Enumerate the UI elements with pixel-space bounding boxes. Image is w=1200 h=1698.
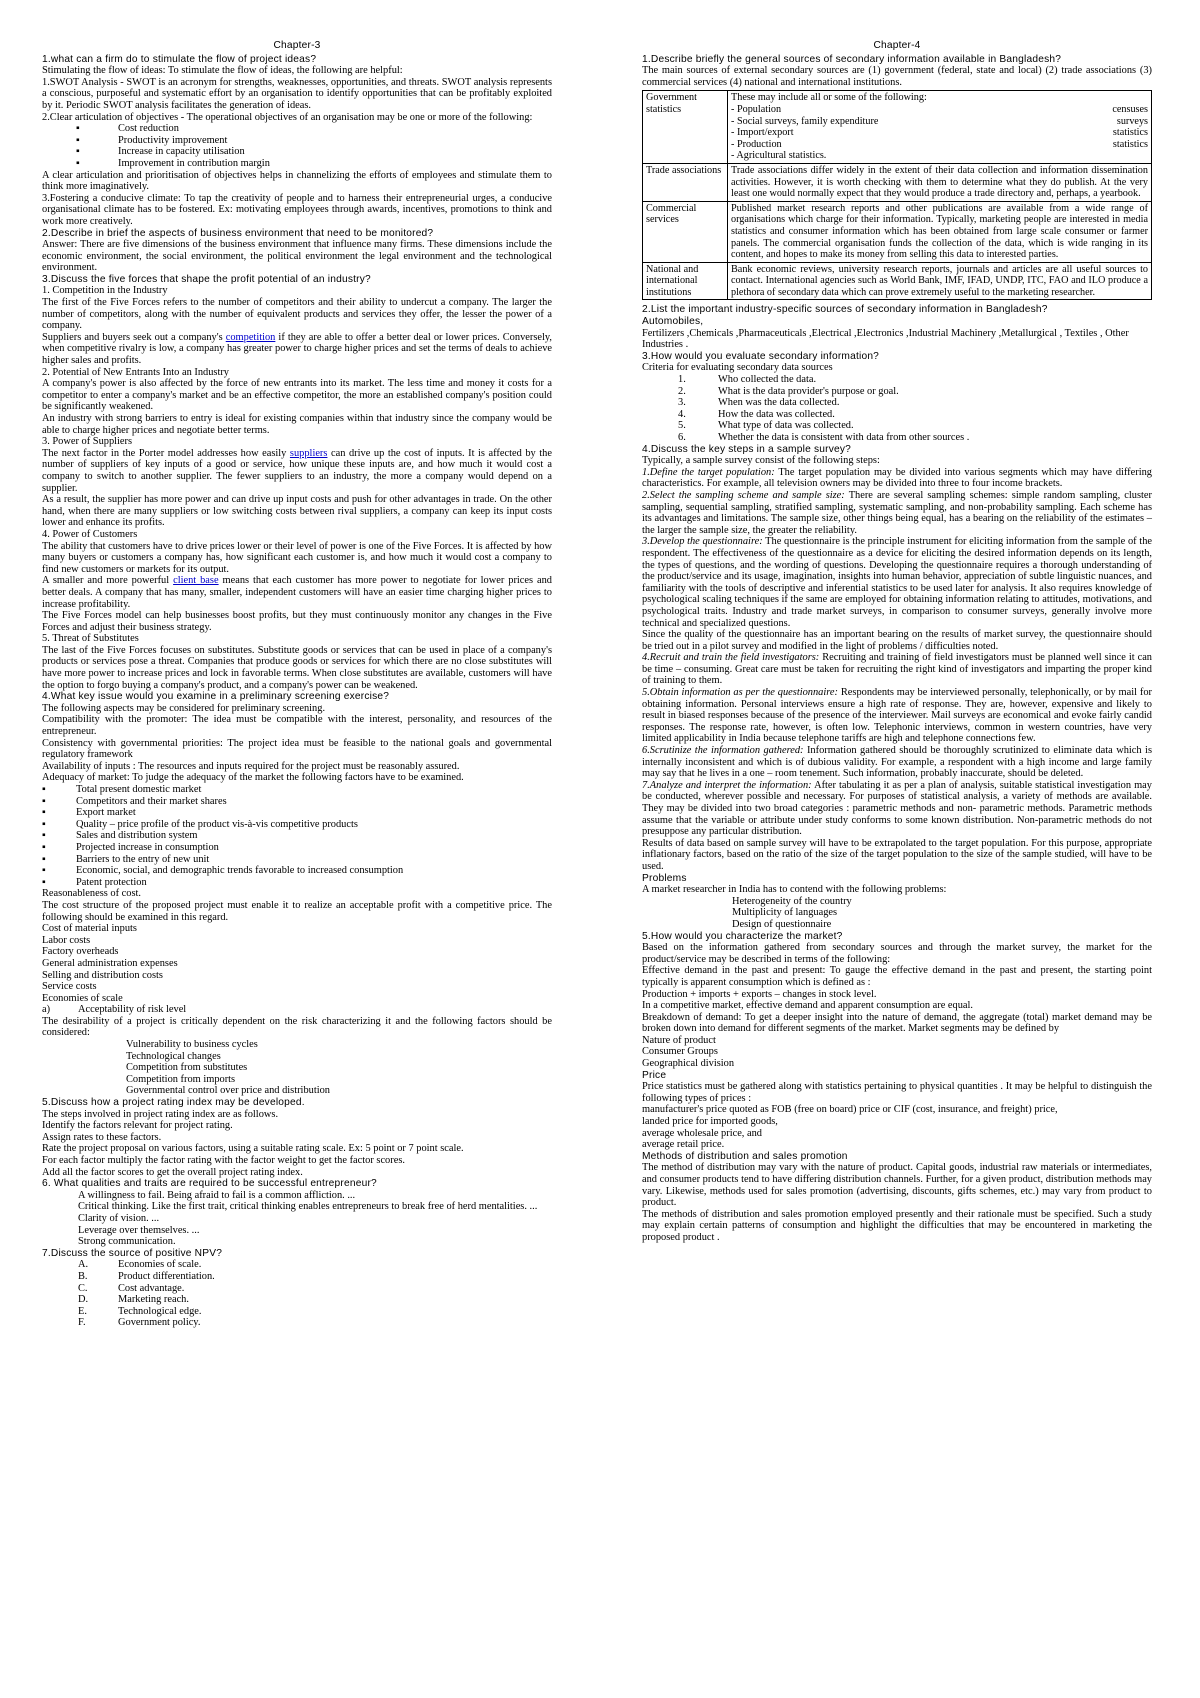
cell-line: [731, 104, 1148, 116]
step-title: 6.Scrutinize the information gathered:: [642, 745, 804, 757]
list-item: Critical thinking. Like the first trait, critical thinking enables entrepreneurs to break free of herd mentalities. ...: [78, 1201, 538, 1213]
text-run: - Population: [731, 103, 782, 115]
text-run: A smaller and more powerful: [42, 575, 174, 587]
paragraph: [642, 687, 1152, 745]
list-item: [42, 1306, 552, 1318]
list-item: ▪ Cost reduction: [42, 123, 552, 135]
suppliers-link[interactable]: suppliers: [289, 447, 328, 459]
chapter-3-title: Chapter-3: [273, 40, 321, 51]
table-cell: Commercial services: [643, 201, 728, 262]
question-heading: 5.How would you characterize the market?: [642, 930, 843, 942]
list-marker: D.: [78, 1294, 89, 1306]
list-item: Technological changes: [126, 1050, 221, 1062]
paragraph: A company's power is also affected by the force of new entrants into its market. The less time and money it costs for a competitor to enter a company's market and be an effective competitor, the more an established company's position could be significantly weakened.: [42, 378, 552, 413]
question-heading: 5.Discuss how a project rating index may be developed.: [42, 1097, 305, 1109]
list-item: average wholesale price, and: [642, 1127, 763, 1139]
list-item: ▪ Productivity improvement: [42, 135, 552, 147]
text-run: Cost advantage.: [118, 1282, 185, 1294]
list-item: [42, 1317, 552, 1329]
paragraph: For each factor multiply the factor rating with the factor weight to get the factor scores.: [42, 1155, 405, 1166]
list-item: ▪ Barriers to the entry of new unit: [42, 854, 552, 866]
question-heading: 7.Discuss the source of positive NPV?: [42, 1247, 223, 1259]
question-heading: 2.List the important industry-specific sources of secondary information in Bangladesh?: [642, 304, 1048, 316]
paragraph: [642, 490, 1152, 536]
list-item: Strong communication.: [78, 1236, 176, 1248]
question-heading: 1.Describe briefly the general sources of secondary information available in Bangladesh?: [642, 53, 1062, 65]
subheading: 2. Potential of New Entrants Into an Industry: [42, 366, 229, 378]
text-run: When was the data collected.: [718, 397, 840, 409]
step-title: 3.Develop the questionnaire:: [642, 536, 763, 548]
list-marker: 4.: [678, 408, 686, 420]
list-item: Nature of product: [642, 1034, 716, 1046]
list-item: Geographical division: [642, 1058, 735, 1070]
paragraph: In a competitive market, effective demand and apparent consumption are equal.: [642, 1000, 974, 1012]
text-run: Suppliers and buyers seek out a company's: [42, 331, 226, 343]
paragraph: As a result, the supplier has more power and can drive up input costs and push for other advantages in trade. On the other hand, when there are many suppliers or low switching costs between rival suppliers, a company can keep its input costs lower and enhance its profits.: [42, 494, 552, 529]
paragraph: [42, 448, 552, 494]
paragraph: The desirability of a project is critically dependent on the risk characterizing it and the following factors should be considered:: [42, 1015, 552, 1039]
paragraph: Since the quality of the questionnaire has an important bearing on the results of market survey, the questionnaire should be tried out in a pilot survey and modified in the light of problems / difficulties noted.: [642, 629, 1152, 652]
list-item: average retail price.: [642, 1139, 725, 1151]
criteria-list: [642, 374, 1152, 444]
paragraph: 3.Fostering a conducive climate: To tap the creativity of people and to harness their entrepreneurial urges, a conducive organisational climate has to be fostered. Ex: motivating employees through awards, incentives, promotions to think and work more creatively.: [42, 192, 552, 227]
text-run: surveys: [1116, 115, 1148, 127]
list-item: Competition from substitutes: [126, 1062, 248, 1074]
paragraph: An industry with strong barriers to entry is ideal for existing companies within that industry since the company would be able to charge higher prices and negotiate better terms.: [42, 413, 552, 436]
text-run: The target population may be divided into various segments which may have differing characteristics. For example, all television owners may be divided into three to four income brackets.: [642, 466, 1152, 490]
paragraph: Price statistics must be gathered along with statistics pertaining to physical quantities . It may be helpful to distinguish the following types of prices :: [642, 1081, 1152, 1104]
paragraph: Assign rates to these factors.: [42, 1131, 162, 1143]
text-run: Economies of scale.: [118, 1259, 202, 1271]
list-item: Leverage over themselves. ...: [78, 1224, 200, 1236]
list-item: ▪ Increase in capacity utilisation: [42, 146, 552, 158]
text-run: The questionnaire is the principle instrument for eliciting information from the sample of the respondent. The effectiveness of the questionnaire as a device for eliciting the desired information depends on its length, the types of questions, and the wording of questions. Developing the questionnaire requires a thorough understanding of the product/service and its usage, imagination, insights into human behavior, appreciation of subtle linguistic nuances, and familiarity with the tools of descriptive and inferential statistics to be used later for analysis. It also requires knowledge of psychological scaling techniques if the same are employed for obtaining information relating to attitudes, motivations, and psychological traits. Industry and trade market surveys, in comparison to consumer surveys, generally involve more technical and specialized questions.: [642, 536, 1152, 629]
list-item: [642, 420, 1152, 432]
subheading: Problems: [642, 872, 687, 884]
list-item: [642, 409, 1152, 421]
text-run: Information gathered should be thoroughly scrutinized to eliminate data which is internally inconsistent and which is of dubious validity. For example, a respondent with a high income and large family may say that he lives in a one – room tenement. Such information, probably inaccurate, should be deleted.: [642, 745, 1152, 780]
list-item: Design of questionnaire: [732, 918, 832, 930]
table-cell: National and international institutions: [643, 262, 728, 300]
step-title: 7.Analyze and interpret the information:: [642, 779, 812, 791]
question-heading: 3.How would you evaluate secondary information?: [642, 350, 880, 362]
list-item: Vulnerability to business cycles: [126, 1039, 258, 1051]
text-run: if they are able to offer a better deal or lower prices. Conversely, when competitive rivalry is low, a company has greater power to charge higher prices and set the terms of deals to achieve higher sales and profits.: [42, 331, 552, 367]
list-item: [642, 374, 1152, 386]
table-cell: Published market research reports and other publications are available from a wide range of organisations which charge for their information. Typically, marketing people are interested in media statistics and consumer information which has been obtained from large scale consumer or farmer panels. The commercial organisation funds the collection of the data, which is wide ranging in its content, and hopes to make its money from selling this data to interested parties.: [728, 201, 1152, 262]
table-cell: Bank economic reviews, university research reports, journals and articles are all useful sources to contact. International agencies such as World Bank, IMF, IFAD, UNDP, ITC, FAO and ILO produce a plethora of secondary data which can prove extremely useful to the marketing researcher.: [728, 262, 1152, 300]
paragraph: Typically, a sample survey consist of the following steps:: [642, 455, 880, 467]
list-item: ▪ Improvement in contribution margin: [42, 158, 552, 170]
text-run: Product differentiation.: [118, 1270, 215, 1282]
paragraph: The Five Forces model can help businesses boost profits, but they must continuously monitor any changes in the Five Forces and adjust their business strategy.: [42, 610, 552, 633]
text-run: Government policy.: [118, 1317, 201, 1329]
list-item: Competition from imports: [126, 1073, 236, 1085]
table-row: [643, 91, 1152, 164]
question-heading: 4.What key issue would you examine in a preliminary screening exercise?: [42, 691, 390, 703]
market-factors-list: [42, 784, 552, 888]
table-row: [643, 163, 1152, 201]
question-heading: 6. What qualities and traits are required to be successful entrepreneur?: [42, 1178, 377, 1190]
table-row: [643, 262, 1152, 300]
list-item: Economies of scale: [42, 992, 123, 1004]
list-item: Governmental control over price and distribution: [126, 1085, 331, 1097]
table-cell: Trade associations: [643, 163, 728, 201]
list-item: [42, 1294, 552, 1306]
list-marker: 5.: [678, 420, 686, 432]
paragraph: A clear articulation and prioritisation of objectives helps in channelizing the efforts of employees and stimulate them to think more imaginatively.: [42, 169, 552, 193]
question-heading: 3.Discuss the five forces that shape the profit potential of an industry?: [42, 273, 371, 285]
text-run: There are several sampling schemes: simple random sampling, cluster sampling, sequential sampling, stratified sampling, systematic sampling, and non-probability sampling. Each scheme has its advantages and limitations. The sample size, other things being equal, has a bearing on the reliability of the estimates – the larger the sample size, the greater the reliability.: [642, 489, 1152, 536]
text-run: After tabulating it as per a plan of analysis, suitable statistical investigation may be conducted, wherever possible and necessary. For purposes of statistical analysis, a variety of methods are available. They may be divided into two broad categories : parametric methods and non- parametric methods. Parametric methods assume that the variable or attribute under study conforms to some known distribution. Non-parametric methods do not presuppose any particular distribution.: [642, 779, 1152, 838]
list-item: Labor costs: [42, 934, 91, 946]
paragraph: The main sources of external secondary sources are (1) government (federal, state and local) (2) trade associations (3) commercial services (4) national and international institutions.: [642, 65, 1152, 88]
list-item: manufacturer's price quoted as FOB (free on board) price or CIF (cost, insurance, and freight) price,: [642, 1104, 1058, 1116]
paragraph: The last of the Five Forces focuses on substitutes. Substitute goods or services that can be used in place of a company's products or services pose a threat. Companies that produce goods or services for which there are no close substitutes will have more power to increase prices and lock in favorable terms. When close substitutes are available, customers will have the option to forgo buying a company's product, and a company's power can be weakened.: [42, 644, 552, 691]
text-run: can drive up the cost of inputs. It is affected by the number of suppliers of key inputs of a good or service, how unique these inputs are, and how much it would cost a company to switch to another supplier. The fewer suppliers to an industry, the more a company would depend on a supplier.: [42, 447, 552, 494]
paragraph: The first of the Five Forces refers to the number of competitors and their ability to undercut a company. The larger the number of competitors, along with the number of equivalent products and services they offer, the lesser the power of a company.: [42, 297, 552, 332]
subheading: 5. Threat of Substitutes: [42, 633, 139, 645]
paragraph: [42, 332, 552, 367]
paragraph: Reasonableness of cost.: [42, 888, 141, 900]
list-marker: F.: [78, 1317, 86, 1329]
text-run: - Production: [731, 138, 782, 150]
paragraph: [642, 745, 1152, 780]
objectives-list: [42, 123, 552, 169]
subheading: 1. Competition in the Industry: [42, 285, 168, 297]
list-item: [42, 1283, 552, 1295]
subheading: Price: [642, 1069, 667, 1081]
text-run: Marketing reach.: [118, 1294, 189, 1306]
text-run: What type of data was collected.: [718, 420, 854, 432]
chapter-4-column: [642, 40, 1152, 1244]
list-item: [642, 397, 1152, 409]
question-heading: 2.Describe in brief the aspects of business environment that need to be monitored?: [42, 227, 434, 239]
list-marker: a): [42, 1004, 51, 1016]
paragraph: Rate the project proposal on various factors, using a suitable rating scale. Ex: 5 point or 7 point scale.: [42, 1143, 464, 1155]
list-marker: 1.: [678, 374, 686, 386]
paragraph: Stimulating the flow of ideas: To stimulate the flow of ideas, the following are helpful:: [42, 65, 403, 77]
paragraph: The ability that customers have to drive prices lower or their level of power is one of the Five Forces. It is affected by how many buyers or customers a company has, how significant each customer is, and how much it would cost a company to find new customers or markets for its output.: [42, 540, 552, 575]
paragraph: Compatibility with the promoter: The idea must be compatible with the interest, personality, and resources of the entrepreneur.: [42, 714, 552, 738]
list-item: landed price for imported goods,: [642, 1116, 778, 1128]
list-item: [642, 432, 1152, 444]
cell-line: [731, 139, 1148, 151]
list-marker: B.: [78, 1270, 88, 1282]
list-marker: C.: [78, 1282, 88, 1294]
list-item: General administration expenses: [42, 957, 178, 969]
text-run: Recruiting and training of field investigators must be planned well since it can be time – consuming. Great care must be taken for recruiting the right kind of investigators and imparting the proper kind of training to them.: [642, 652, 1153, 687]
paragraph: Adequacy of market: To judge the adequacy of the market the following factors have to be examined.: [42, 772, 464, 784]
paragraph: The steps involved in project rating index are as follows.: [42, 1108, 279, 1120]
npv-sources-list: [42, 1259, 552, 1329]
paragraph: 2.Clear articulation of objectives - The operational objectives of an organisation may be one or more of the following:: [42, 111, 533, 123]
subheading: Methods of distribution and sales promotion: [642, 1150, 848, 1162]
list-marker: 6.: [678, 432, 686, 443]
list-marker: E.: [78, 1305, 87, 1317]
paragraph: A market researcher in India has to contend with the following problems:: [642, 884, 947, 896]
text-run: Respondents may be interviewed personally, telephonically, or by mail for obtaining information. Personal interviews ensure a high rate of response. They are, however, expensive and likely to result in biased responses because of the presence of the interviewer. Mail surveys are economical and evoke fairly candid responses. The response rate, however, is often low. Telephonic interviews, common in western countries, have very limited applicability in India because telephone tariffs are high and telephone connections few.: [642, 687, 1152, 745]
subheading: 4. Power of Customers: [42, 528, 138, 540]
risk-heading: [42, 1004, 552, 1016]
text-run: censuses: [1112, 103, 1148, 115]
list-item: Service costs: [42, 981, 97, 993]
paragraph: [642, 467, 1152, 490]
list-marker: 2.: [678, 385, 686, 397]
table-cell: Government statistics: [643, 91, 728, 164]
step-title: 2.Select the sampling scheme and sample size:: [642, 489, 845, 501]
paragraph: Fertilizers ,Chemicals ,Pharmaceuticals ,Electrical ,Electronics ,Industrial Machinery ,Metallurgical , Textiles , Other Industries .: [642, 327, 1129, 351]
paragraph: The cost structure of the proposed project must enable it to realize an acceptable profit with a competitive price. The following should be examined in this regard.: [42, 899, 552, 923]
paragraph: Add all the factor scores to get the overall project rating index.: [42, 1166, 303, 1178]
cell-text: These may include all or some of the following:: [731, 92, 927, 104]
question-heading: 1.what can a firm do to stimulate the flow of project ideas?: [42, 53, 317, 65]
subheading: 3. Power of Suppliers: [42, 436, 133, 448]
paragraph: Identify the factors relevant for project rating.: [42, 1120, 233, 1132]
paragraph: Consistency with governmental priorities: The project idea must be feasible to the national goals and governmental regulatory framework: [42, 737, 552, 761]
paragraph: [642, 652, 1152, 687]
paragraph: 1.SWOT Analysis - SWOT is an acronym for strengths, weaknesses, opportunities, and threats. SWOT analysis represents a conscious, purposeful and systematic effort by an organisation to identify opportunities that can be profitably exploited by it. Periodic SWOT analysis facilitates the generation of ideas.: [42, 76, 552, 111]
step-title: 5.Obtain information as per the questionnaire:: [642, 687, 838, 699]
text-run: - Social surveys, family expenditure: [731, 115, 879, 127]
text-run: means that each customer has more power to negotiate for lower prices and better deals. A company that has many, smaller, independent customers will have an easier time charging higher prices to increase profitability.: [42, 575, 553, 610]
list-item: Selling and distribution costs: [42, 969, 163, 981]
paragraph: Criteria for evaluating secondary data sources: [642, 362, 833, 374]
text-run: - Import/export: [731, 127, 794, 139]
text-run: Whether the data is consistent with data from other sources .: [718, 432, 970, 443]
paragraph: Results of data based on sample survey will have to be extrapolated to the target population. For this purpose, appropriate inflationary factors, based on the ratio of the size of the target population to the size of the sample studied, will have to be used.: [642, 837, 1152, 872]
list-item: [42, 1271, 552, 1283]
list-marker: 3.: [678, 397, 686, 409]
list-item: ▪ Patent protection: [42, 877, 552, 889]
text-run: statistics: [1112, 127, 1148, 139]
paragraph: [42, 575, 552, 610]
list-item: ▪ Projected increase in consumption: [42, 842, 552, 854]
text-run: The next factor in the Porter model addresses how easily: [42, 447, 290, 459]
paragraph: [642, 780, 1152, 838]
paragraph: Answer: There are five dimensions of the business environment that influence many firms. These dimensions include the economic environment, the social environment, the political environment the legal environment and the technological environment.: [42, 239, 552, 274]
step-title: 4.Recruit and train the field investigators:: [642, 652, 820, 664]
list-item: A willingness to fail. Being afraid to fail is a common affliction. ...: [78, 1189, 356, 1201]
secondary-sources-table: [642, 90, 1152, 300]
list-item: Clarity of vision. ...: [78, 1212, 160, 1224]
formula: Production + imports + exports – changes in stock level.: [642, 988, 877, 1000]
step-title: 1.Define the target population:: [642, 466, 775, 478]
table-cell: [728, 91, 1152, 164]
table-row: [643, 201, 1152, 262]
paragraph: Effective demand in the past and present: To gauge the effective demand in the past and present, the starting point typically is apparent consumption which is defined as :: [642, 965, 1152, 988]
paragraph: The following aspects may be considered for preliminary screening.: [42, 702, 326, 714]
list-item: Multiplicity of languages: [732, 907, 838, 919]
list-item: Factory overheads: [42, 946, 119, 958]
paragraph: Automobiles,: [642, 316, 704, 328]
list-item: ▪ Export market: [42, 807, 552, 819]
text-run: Who collected the data.: [718, 374, 817, 386]
text-run: What is the data provider's purpose or goal.: [718, 385, 899, 397]
competition-link[interactable]: competition: [225, 331, 276, 343]
list-item: Cost of material inputs: [42, 923, 137, 935]
text-run: statistics: [1112, 138, 1148, 150]
list-item: [42, 1259, 552, 1271]
list-item: ▪ Competitors and their market shares: [42, 796, 552, 808]
cell-line: [731, 127, 1148, 139]
question-heading: 4.Discuss the key steps in a sample survey?: [642, 443, 852, 455]
paragraph: Availability of inputs : The resources and inputs required for the project must be reasonably assured.: [42, 760, 460, 772]
paragraph: Breakdown of demand: To get a deeper insight into the nature of demand, the aggregate (total) market demand may be broken down into demand for different segments of the market. Market segments may be defined by: [642, 1011, 1152, 1035]
list-item: ▪ Quality – price profile of the product vis-à-vis competitive products: [42, 819, 552, 831]
list-item: Heterogeneity of the country: [732, 895, 852, 907]
cell-line: [731, 116, 1148, 128]
list-item: ▪ Total present domestic market: [42, 784, 552, 796]
text-run: Technological edge.: [118, 1305, 202, 1317]
chapter-3-column: [42, 40, 552, 1329]
list-item: [642, 386, 1152, 398]
list-item: ▪ Sales and distribution system: [42, 830, 552, 842]
list-item: Consumer Groups: [642, 1046, 718, 1058]
chapter-4-title: Chapter-4: [873, 40, 921, 51]
text-run: Acceptability of risk level: [78, 1004, 187, 1016]
list-marker: A.: [78, 1259, 89, 1271]
paragraph: The method of distribution may vary with the nature of product. Capital goods, industrial raw materials or intermediates, and consumer products tend to have differing distribution channels. Further, for a given product, distribution methods may vary. Likewise, methods used for sales promotion (advertising, discounts, gifts schemes, etc.) may vary from product to product.: [642, 1162, 1152, 1209]
paragraph: Based on the information gathered from secondary sources and through the market survey, the market for the product/service may be described in terms of the following:: [642, 942, 1152, 965]
paragraph: [642, 536, 1152, 629]
table-cell: Trade associations differ widely in the extent of their data collection and information dissemination activities. However, it is worth checking with them to determine what they do publish. At the very least one would normally expect that they would produce a trade directory and, perhaps, a yearbook.: [728, 163, 1152, 201]
client-base-link[interactable]: client base: [173, 575, 219, 587]
text-run: How the data was collected.: [718, 408, 835, 420]
cell-line: - Agricultural statistics.: [731, 150, 827, 162]
paragraph: The methods of distribution and sales promotion employed presently and their rationale must be specified. Such a study may explain certain patterns of consumption and highlight the difficulties that may be encountered in marketing the proposed product .: [642, 1208, 1152, 1243]
list-item: ▪ Economic, social, and demographic trends favorable to increased consumption: [42, 865, 552, 877]
